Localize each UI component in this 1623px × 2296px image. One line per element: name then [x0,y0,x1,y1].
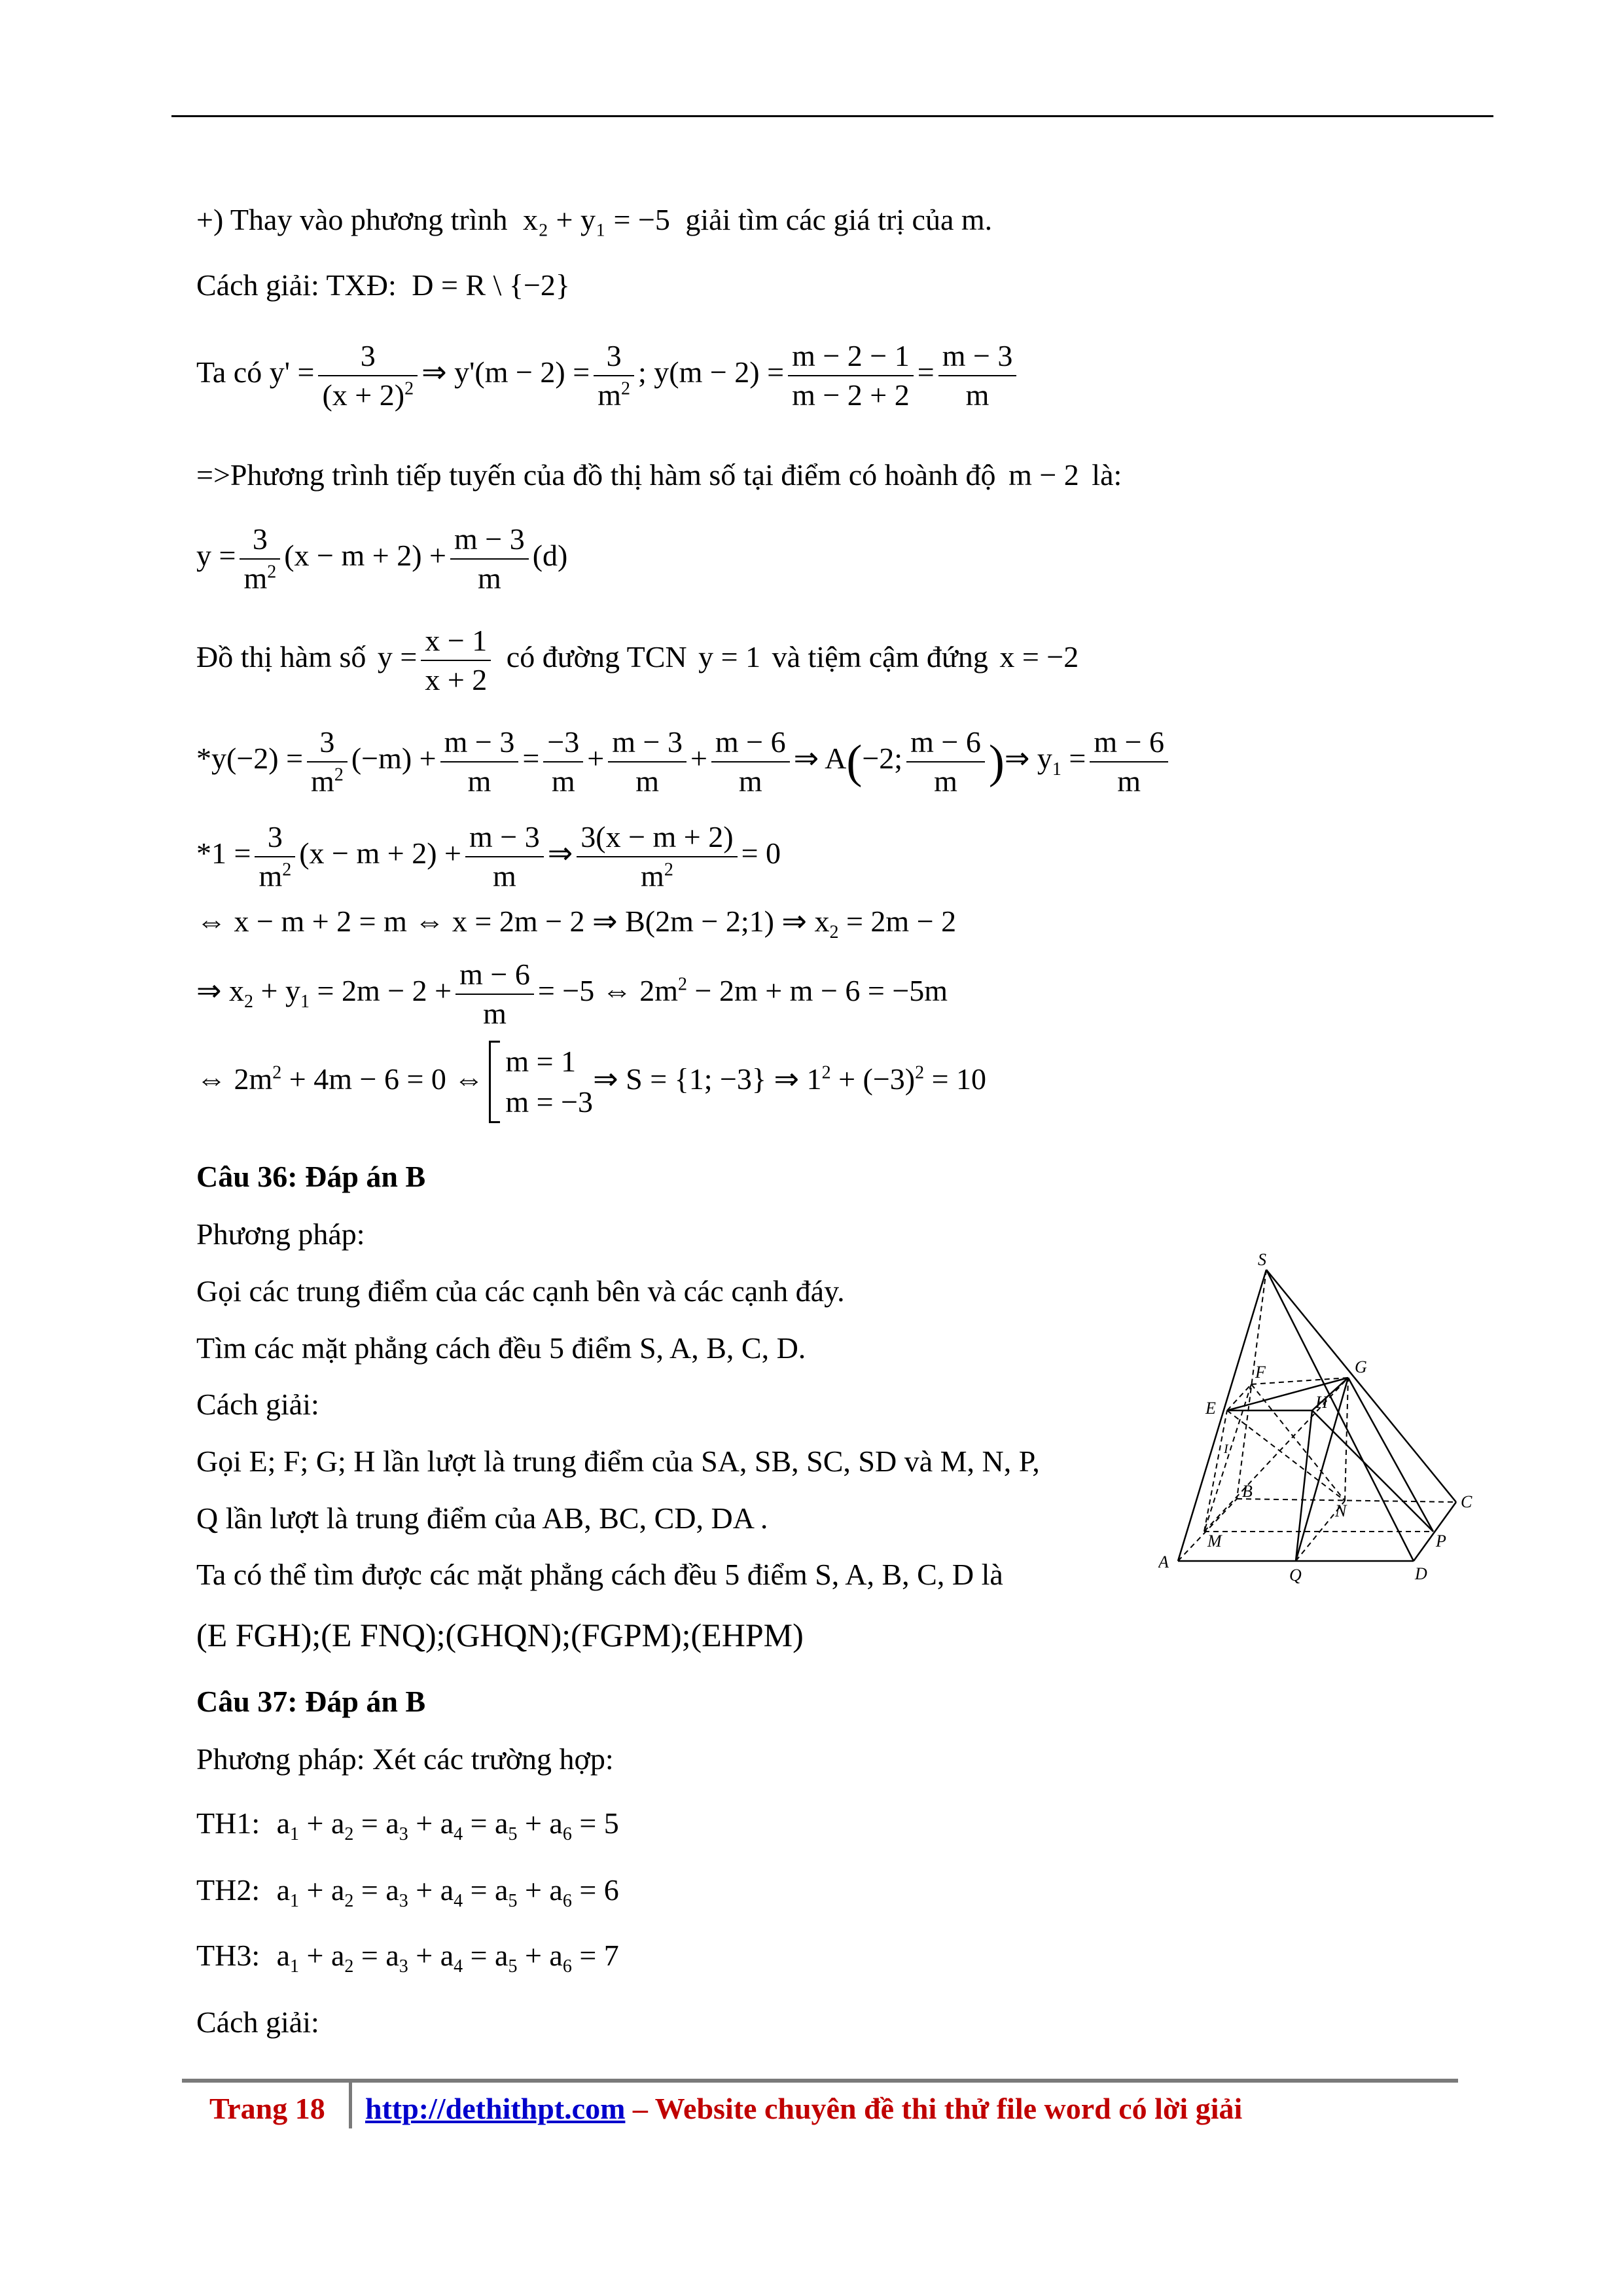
line-derivative [196,337,1020,414]
text: Cách giải: TXĐ: [196,268,397,302]
line-tangent-eq: y = $\frac{3}{m^2}$ (x − m + 2) + $\frac{m - 3}{m}$ (d) [196,520,567,597]
header-rule [171,115,1493,117]
footer-tagline: – Website chuyên đề thi thử file word có lời giải [625,2092,1243,2125]
q36-solve-1: Gọi E; F; G; H lần lượt là trung điểm của SA, SB, SC, SD và M, N, P, [196,1444,1040,1478]
label-m: M [1207,1532,1222,1551]
q36-title: Câu 36: Đáp án B [196,1160,426,1193]
line-substitute [196,202,992,238]
q36-method-1: Gọi các trung điểm của các cạnh bên và các cạnh đáy. [196,1274,845,1308]
text: có đường TCN [506,640,687,674]
q36-solve-label: Cách giải: [196,1388,319,1421]
q36-method-label: Phương pháp: [196,1217,365,1251]
q36-planes: (E FGH);(E FNQ);(GHQN);(FGPM);(EHPM) [196,1617,804,1653]
q36-solve-2: Q lần lượt là trung điểm của AB, BC, CD, DA . [196,1501,768,1535]
footer-text [365,2091,1242,2126]
line-point-b: ⇔ x − m + 2 = m ⇔ x = 2m − 2 ⇒ B(2m − 2;1) ⇒ $x_2 = 2m - 2$ [196,905,957,943]
line-point-a: *y(−2) = $\frac{3}{m^2}$ (−m) + $\frac{m - 3}{m}$ = $\frac{-3}{m}$ + $\frac{m - 3}{m}$ + $\frac{m - 6}{m}$ ⇒ A(−2; $\frac{m - 6}{m}$ )⇒ $y_1$ = $\frac{m - 6}{m}$ [196,723,1172,800]
derivative-equation: y' = $\frac{3}{(x + 2)^2}$ ⇒ y'(m − 2) = $\frac{3}{m^2}$ ; y(m − 2) = $\frac{m - 2 - 1}{m - 2 + 2}$ = $\frac{m - 3}{m}$ [270,355,1021,389]
label-b: B [1242,1482,1253,1501]
q37-method: Phương pháp: Xét các trường hợp: [196,1742,614,1776]
q36-solve-3: Ta có thể tìm được các mặt phẳng cách đều 5 điểm S, A, B, C, D là [196,1558,1003,1591]
equation: y = 1 [698,640,761,674]
q37-case-3: TH3: $a_1 + a_2 = a_3 + a_4 = a_5 + a_6 = 7$ [196,1939,619,1977]
line-tangent-intro [196,457,1122,493]
label-e: E [1205,1399,1216,1418]
q36-method-2: Tìm các mặt phẳng cách đều 5 điểm S, A, B, C, D. [196,1331,806,1365]
label-f: F [1255,1363,1266,1382]
q37-solve-label: Cách giải: [196,2005,319,2039]
label-q: Q [1289,1566,1302,1585]
label-n: N [1335,1501,1347,1520]
footer-separator [349,2083,352,2128]
edge-gp [1348,1378,1433,1532]
text: +) Thay vào phương trình [196,203,508,236]
q37-case-2: TH2: $a_1 + a_2 = a_3 + a_4 = a_5 + a_6 = 6$ [196,1873,619,1912]
text: =>Phương trình tiếp tuyến của đồ thị hàm số tại điểm có hoành độ [196,458,996,492]
equation: x = −2 [999,640,1079,674]
text: giải tìm các giá trị của m. [685,203,993,236]
line-point-b-eq: *1 = $\frac{3}{m^2}$ (x − m + 2) + $\frac{m - 3}{m}$ ⇒ $\frac{3(x - m + 2)}{m^2}$ = 0 [196,818,781,895]
footer-link[interactable]: http://dethithpt.com [365,2092,626,2125]
q37-title: Câu 37: Đáp án B [196,1685,426,1718]
text: Đồ thị hàm số [196,640,366,674]
label-a: A [1158,1552,1169,1571]
edge-sc [1266,1270,1456,1502]
edge-sa [1178,1270,1266,1561]
line-domain [196,267,570,303]
q37-case-1: TH1: $a_1 + a_2 = a_3 + a_4 = a_5 + a_6 = 5$ [196,1806,619,1845]
label-c: C [1461,1492,1472,1511]
label-i: I [1224,1442,1228,1456]
line-solution: ⇔ $2m^2 + 4m - 6 = 0$ ⇔ m = 1 m = −3 ⇒ S = {1; −3} ⇒ $1^2 + (-3)^2 = 10$ [196,1041,986,1123]
text: và tiệm cậm đứng [772,640,988,674]
page-number: Trang 18 [209,2092,325,2125]
line-sum: ⇒ $x_2 + y_1 = 2m - 2$ + $\frac{m - 6}{m}$ = −5 ⇔ $2m^2 - 2m + m - 6 = -5m$ [196,956,948,1032]
label-h: H [1315,1393,1328,1412]
text: là: [1092,458,1122,492]
equation: D = R \ {−2} [412,268,570,302]
line-asymptotes: Đồ thị hàm số y = $\frac{x - 1}{x + 2}$ có đường TCN y = 1 và tiệm cậm đứng x = −2 [196,622,1079,698]
text: Ta có [196,355,262,389]
label-g: G [1355,1357,1367,1376]
label-d: D [1415,1564,1427,1583]
equation: m − 2 [1008,458,1079,492]
label-p: P [1436,1532,1446,1551]
pyramid-figure [1158,1253,1472,1594]
footer-rule [182,2079,1458,2083]
label-s: S [1258,1253,1266,1269]
equation: x₂ + y₁ = −5 [523,203,670,236]
